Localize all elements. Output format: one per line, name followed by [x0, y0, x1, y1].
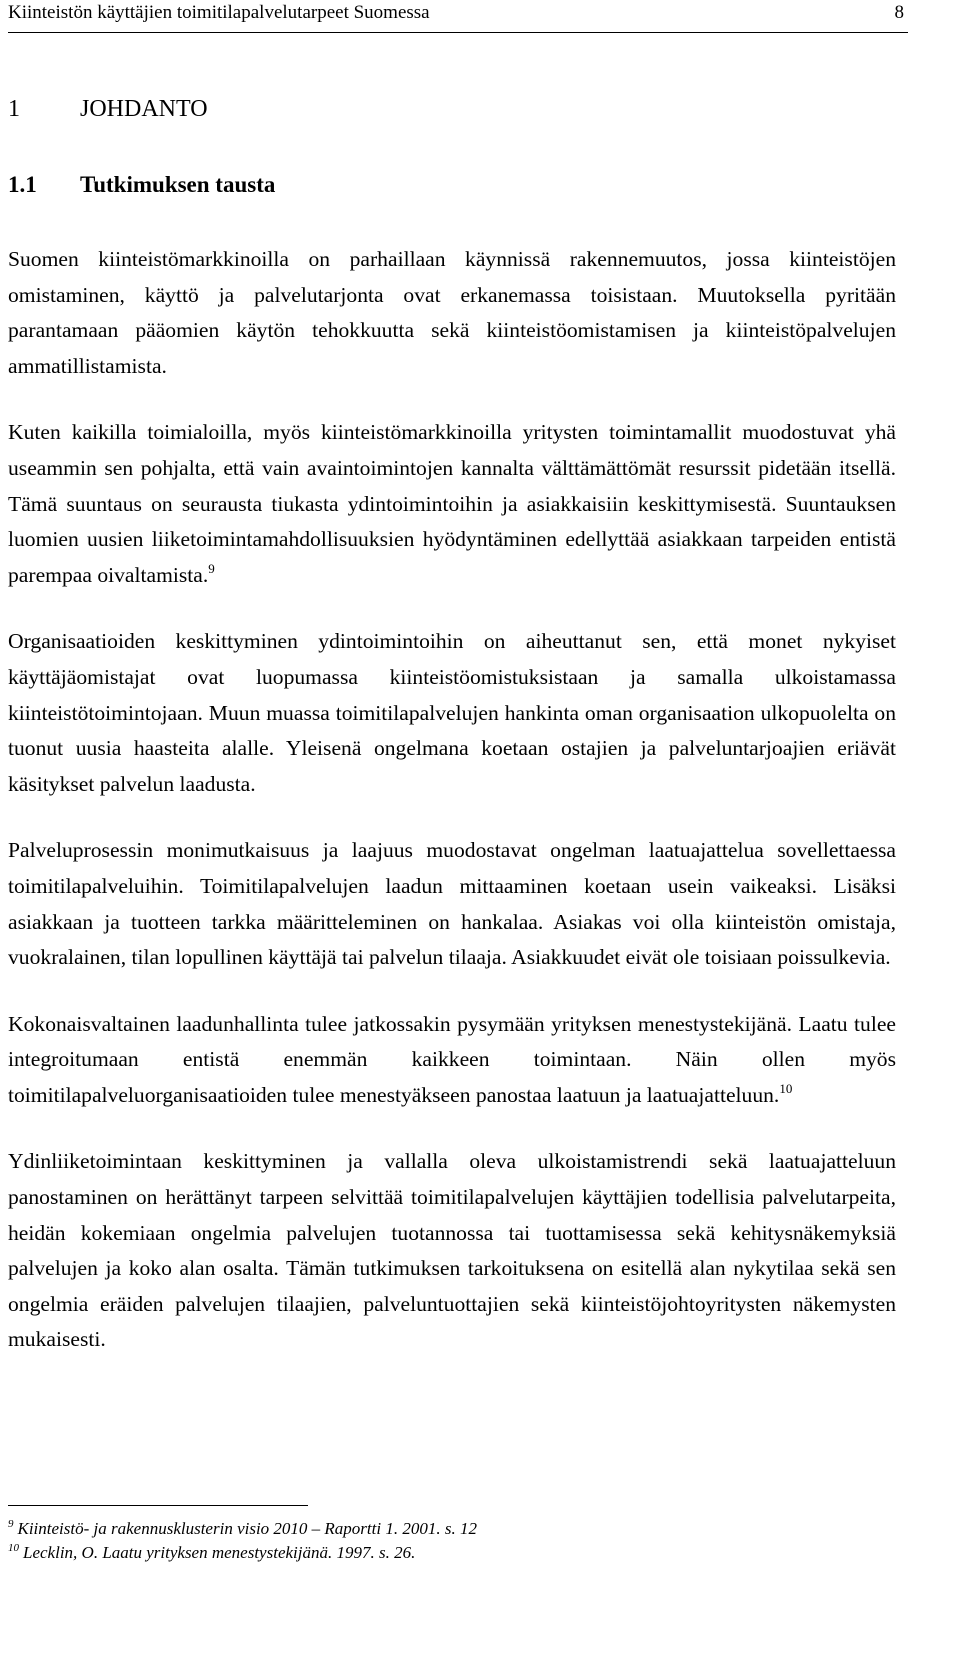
footnote-text: Lecklin, O. Laatu yrityksen menestystekijänä. 1997. s. 26. [23, 1543, 416, 1562]
footnote-text: Kiinteistö- ja rakennusklusterin visio 2010 – Raportti 1. 2001. s. 12 [17, 1519, 477, 1538]
footnote [8, 1517, 908, 1541]
section-title: Tutkimuksen tausta [80, 172, 276, 197]
footnote-mark: 10 [8, 1542, 19, 1554]
paragraph: Organisaatioiden keskittyminen ydintoimintoihin on aiheuttanut sen, että monet nykyiset käyttäjäomistajat ovat luopumassa kiinteistöomistuksistaan ja samalla ulkoistamassa kiinteistötoimintojaan. Muun muassa toimitilapalvelujen hankinta oman organisaation ulkopuolelta on tuonut uusia haasteita alalle. Yleisenä ongelmana koetaan ostajien ja palveluntarjoajien eriävät käsitykset palvelun laadusta. [8, 629, 896, 796]
chapter-number: 1 [8, 96, 20, 122]
footnote-separator [8, 1505, 308, 1506]
section-heading [8, 170, 275, 200]
paragraph: Palveluprosessin monimutkaisuus ja laajuus muodostavat ongelman laatuajattelua sovellettaessa toimitilapalveluihin. Toimitilapalvelujen laadun mittaaminen koetaan usein vaikeaksi. Lisäksi asiakkaan ja tuotteen tarkka määritteleminen on hankalaa. Asiakas voi olla kiinteistön omistaja, vuokralainen, tilan lopullinen käyttäjä tai palvelun tilaaja. Asiakkuudet eivät ole toisiaan poissulkevia. [8, 838, 896, 970]
footnote-mark: 9 [8, 1518, 14, 1530]
footnote-ref: 9 [208, 560, 215, 576]
footnotes [8, 1517, 908, 1565]
footnote [8, 1541, 908, 1565]
chapter-heading [8, 94, 208, 124]
section-number: 1.1 [8, 172, 37, 197]
paragraph: Suomen kiinteistömarkkinoilla on parhaillaan käynnissä rakennemuutos, jossa kiinteistöjen omistaminen, käyttö ja palvelutarjonta ovat erkanemassa toisistaan. Muutoksella pyritään parantamaan pääomien käytön tehokkuutta sekä kiinteistöomistamisen ja kiinteistöpalvelujen ammatillistamista. [8, 247, 896, 378]
chapter-title: JOHDANTO [80, 96, 208, 122]
running-header [8, 0, 908, 33]
paragraph: Ydinliiketoimintaan keskittyminen ja vallalla oleva ulkoistamistrendi sekä laatuajatteluun panostaminen on herättänyt tarpeen selvittää toimitilapalvelujen käyttäjien todellisia palvelutarpeita, heidän kokemiaan ongelmia palvelujen tuotannossa tai tuottamisessa sekä kehitysnäkemyksiä palvelujen ja koko alan osalta. Tämän tutkimuksen tarkoituksena on esitellä alan nykytilaa sekä sen ongelmia eräiden palvelujen tilaajien, palveluntuottajien sekä kiinteistöjohtoyritysten näkemysten mukaisesti. [8, 1149, 896, 1352]
paragraph: Kuten kaikilla toimialoilla, myös kiinteistömarkkinoilla yritysten toimintamallit muodostuvat yhä useammin sen pohjalta, että vain avaintoimintojen kannalta välttämättömät resurssit pidetään itsellä. Tämä suuntaus on seurausta tiukasta ydintoimintoihin ja asiakkaisiin keskittymisestä. Suuntauksen luomien uusien liiketoimintamahdollisuuksien hyödyntäminen edellyttää asiakkaan tarpeiden entistä parempaa oivaltamista.$^9$ [8, 420, 896, 587]
page-number: 8 [894, 2, 904, 23]
running-header-title: Kiinteistön käyttäjien toimitilapalvelutarpeet Suomessa [8, 2, 430, 23]
body-text [8, 242, 896, 1389]
paragraph: Kokonaisvaltainen laadunhallinta tulee jatkossakin pysymään yrityksen menestystekijänä. Laatu tulee integroitumaan entistä enemmän kaikkeen toimintaan. Näin ollen myös toimitilapalveluorganisaatioiden tulee menestyäkseen panostaa laatuun ja laatuajatteluun.$^{10}$ [8, 1011, 896, 1107]
footnote-ref: 10 [779, 1080, 793, 1096]
